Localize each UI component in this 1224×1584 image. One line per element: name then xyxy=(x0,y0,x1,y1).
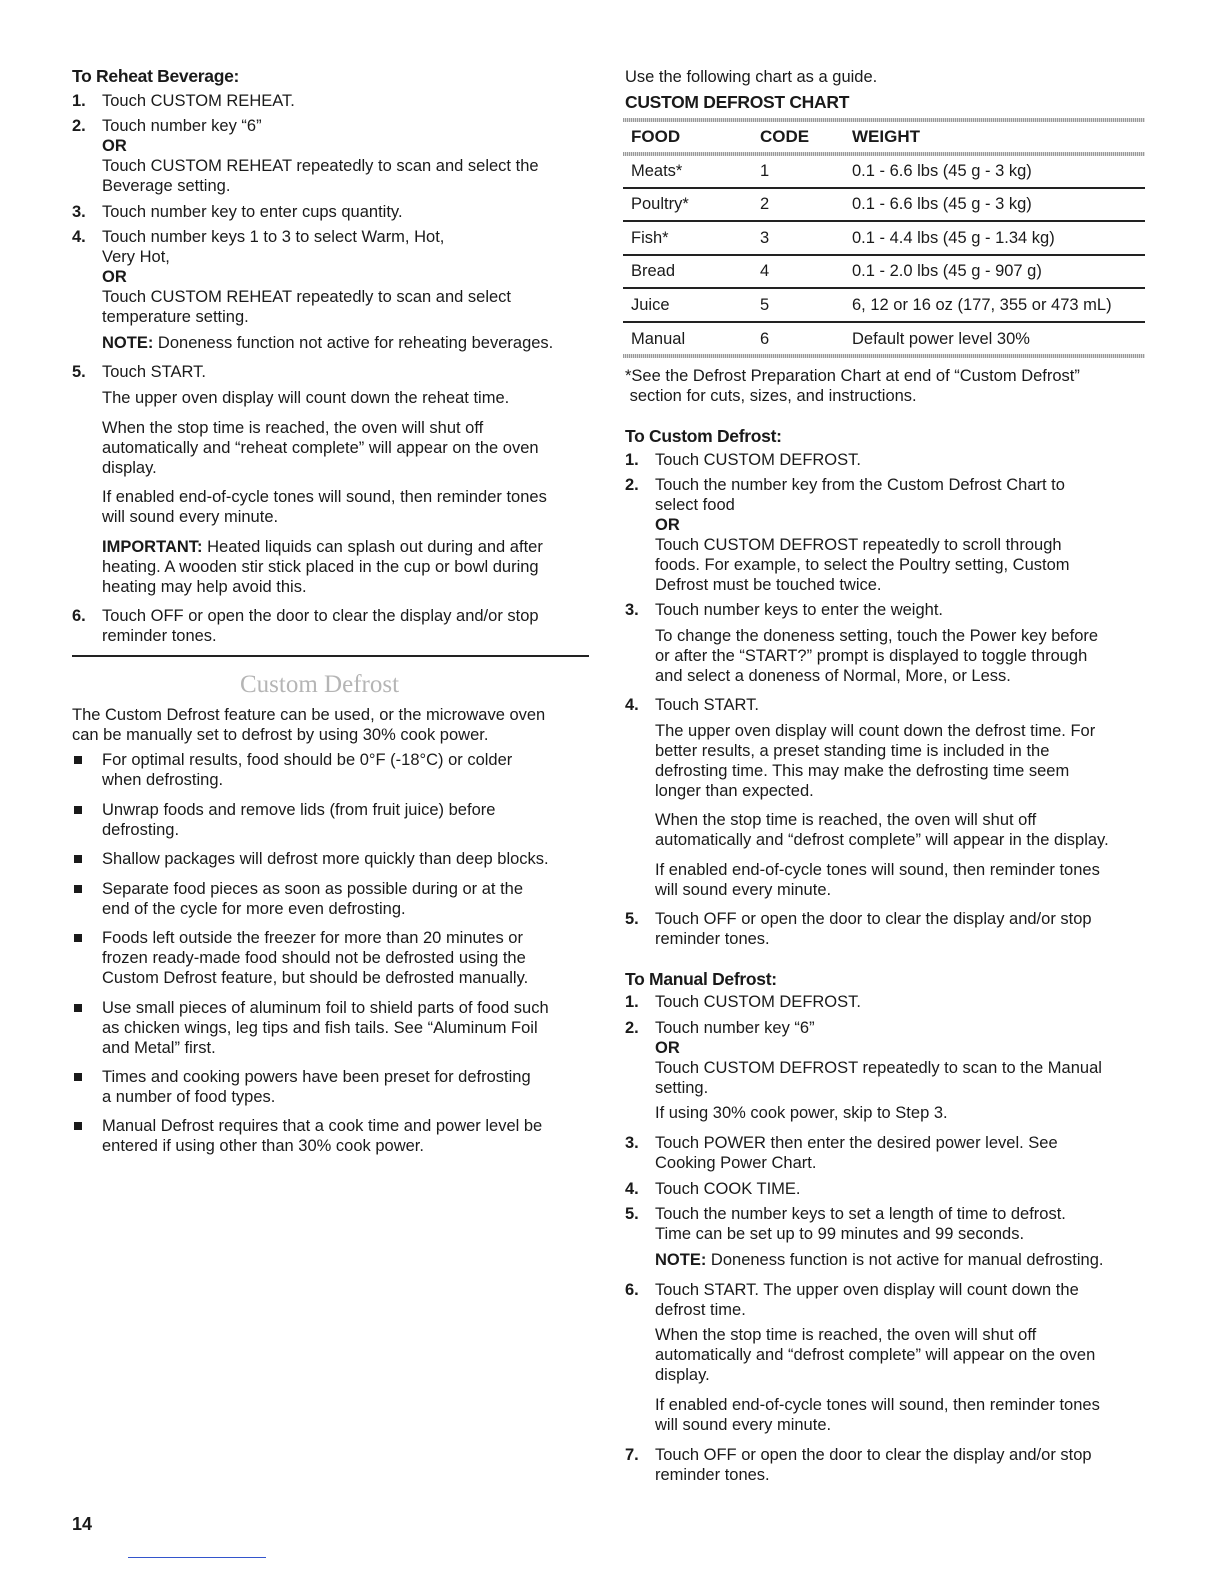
step-number: 4. xyxy=(625,1180,639,1198)
row-divider xyxy=(623,220,1145,222)
paragraph: The upper oven display will count down the reheat time. xyxy=(102,389,510,407)
step-number: 7. xyxy=(625,1446,639,1464)
bullet-icon xyxy=(74,934,82,942)
step-alt-text: Touch CUSTOM REHEAT repeatedly to scan and select the Beverage setting. xyxy=(102,157,539,195)
bullet-text: Unwrap foods and remove lids (from fruit juice) before defrosting. xyxy=(102,801,496,839)
step-text: Touch START. The upper oven display will count down the defrost time. xyxy=(655,1281,1079,1319)
step-number: 1. xyxy=(625,993,639,1011)
reheat-beverage-heading: To Reheat Beverage: xyxy=(72,66,240,86)
table-header-food: FOOD xyxy=(631,127,681,146)
table-top-border xyxy=(623,118,1145,122)
code-cell: 4 xyxy=(760,262,770,280)
bullet-icon xyxy=(74,1073,82,1081)
step-text: Touch the number key from the Custom Defrost Chart to select food xyxy=(655,476,1065,514)
important-note xyxy=(102,537,543,597)
paragraph: When the stop time is reached, the oven will shut off automatically and “reheat complete” will appear on the oven display. xyxy=(102,419,539,477)
important-text: Heated liquids can splash out during and after heating. A wooden stir stick placed in the cup or bowl during heating may help avoid this. xyxy=(102,538,543,596)
note xyxy=(102,333,553,353)
note xyxy=(655,1250,1103,1270)
paragraph: If using 30% cook power, skip to Step 3. xyxy=(655,1104,948,1122)
row-divider xyxy=(623,254,1145,256)
paragraph: The upper oven display will count down the defrost time. For better results, a preset standing time is included in the defrosting time. This may make the defrosting time seem longer than expected. xyxy=(655,722,1096,800)
code-cell: 5 xyxy=(760,296,770,314)
step-text: Touch OFF or open the door to clear the display and/or stop reminder tones. xyxy=(655,1446,1092,1484)
paragraph: To change the doneness setting, touch the Power key before or after the “START?” prompt is displayed to toggle through and select a doneness of Normal, More, or Less. xyxy=(655,627,1099,685)
step-number: 5. xyxy=(625,1205,639,1223)
chart-title: CUSTOM DEFROST CHART xyxy=(625,92,850,112)
note-text: Doneness function is not active for manual defrosting. xyxy=(706,1251,1104,1269)
step-text: Touch number key to enter cups quantity. xyxy=(102,203,403,221)
step-text: Touch CUSTOM REHEAT. xyxy=(102,92,295,110)
step-text: Touch CUSTOM DEFROST. xyxy=(655,451,861,469)
page-number: 14 xyxy=(72,1514,93,1534)
step-text: Touch COOK TIME. xyxy=(655,1180,801,1198)
step-text: Touch CUSTOM DEFROST. xyxy=(655,993,861,1011)
note-text: Doneness function not active for reheating beverages. xyxy=(153,334,554,352)
step-number: 5. xyxy=(72,363,86,381)
step-alt-text: Touch CUSTOM DEFROST repeatedly to scroll through foods. For example, to select the Poultry setting, Custom Defrost must be touched twice. xyxy=(655,536,1070,594)
bullet-text: Use small pieces of aluminum foil to shield parts of food such as chicken wings, leg tips and fish tails. See “Aluminum Foil and Metal” first. xyxy=(102,999,549,1057)
chart-intro: Use the following chart as a guide. xyxy=(625,68,878,86)
step-text: Touch START. xyxy=(655,696,759,714)
step-text: Touch number key “6” xyxy=(102,117,262,135)
footer-link-line xyxy=(128,1557,266,1558)
step-number: 2. xyxy=(72,117,86,135)
bullet-text: Manual Defrost requires that a cook time and power level be entered if using other than 30% cook power. xyxy=(102,1117,543,1155)
weight-cell: Default power level 30% xyxy=(852,330,1030,348)
or-label: OR xyxy=(655,1039,680,1057)
step-text: Touch POWER then enter the desired power level. See Cooking Power Chart. xyxy=(655,1134,1058,1172)
section-title: Custom Defrost xyxy=(240,671,400,698)
food-cell: Juice xyxy=(631,296,670,314)
food-cell: Bread xyxy=(631,262,676,280)
or-label: OR xyxy=(102,137,127,155)
step-text: Touch number key “6” xyxy=(655,1019,815,1037)
bullet-text: Separate food pieces as soon as possible during or at the end of the cycle for more even defrosting. xyxy=(102,880,524,918)
food-cell: Poultry* xyxy=(631,195,689,213)
note-label: NOTE: xyxy=(655,1251,707,1269)
step-number: 1. xyxy=(625,451,639,469)
step-number: 3. xyxy=(625,601,639,619)
manual-defrost-heading: To Manual Defrost: xyxy=(625,969,777,989)
step-number: 3. xyxy=(72,203,86,221)
code-cell: 6 xyxy=(760,330,770,348)
bullet-icon xyxy=(74,1004,82,1012)
step-number: 4. xyxy=(72,228,86,246)
step-text: Touch OFF or open the door to clear the display and/or stop reminder tones. xyxy=(102,607,539,645)
step-number: 1. xyxy=(72,92,86,110)
step-number: 2. xyxy=(625,1019,639,1037)
paragraph: If enabled end-of-cycle tones will sound, then reminder tones will sound every minute. xyxy=(655,861,1100,899)
step-text: Touch START. xyxy=(102,363,206,381)
bullet-icon xyxy=(74,885,82,893)
food-cell: Meats* xyxy=(631,162,683,180)
step-number: 5. xyxy=(625,910,639,928)
table-header-weight: WEIGHT xyxy=(852,127,920,146)
paragraph: When the stop time is reached, the oven will shut off automatically and “defrost complete” will appear in the display. xyxy=(655,811,1109,849)
code-cell: 1 xyxy=(760,162,770,180)
step-text: Touch the number keys to set a length of time to defrost. Time can be set up to 99 minutes and 99 seconds. xyxy=(655,1205,1066,1243)
code-cell: 2 xyxy=(760,195,770,213)
or-label: OR xyxy=(102,268,127,286)
food-cell: Manual xyxy=(631,330,686,348)
step-number: 3. xyxy=(625,1134,639,1152)
weight-cell: 0.1 - 6.6 lbs (45 g - 3 kg) xyxy=(852,162,1032,180)
food-cell: Fish* xyxy=(631,229,669,247)
custom-defrost-heading: To Custom Defrost: xyxy=(625,426,782,446)
step-number: 2. xyxy=(625,476,639,494)
weight-cell: 6, 12 or 16 oz (177, 355 or 473 mL) xyxy=(852,296,1112,314)
important-label: IMPORTANT: xyxy=(102,538,203,556)
paragraph: When the stop time is reached, the oven will shut off automatically and “defrost complete” will appear on the oven display. xyxy=(655,1326,1096,1384)
code-cell: 3 xyxy=(760,229,770,247)
bullet-icon xyxy=(74,855,82,863)
paragraph: If enabled end-of-cycle tones will sound, then reminder tones will sound every minute. xyxy=(655,1396,1100,1434)
step-text: Touch number keys 1 to 3 to select Warm, Hot, Very Hot, xyxy=(102,228,445,266)
table-bottom-border xyxy=(623,354,1145,358)
bullet-text: Times and cooking powers have been preset for defrosting a number of food types. xyxy=(102,1068,531,1106)
step-number: 4. xyxy=(625,696,639,714)
intro-paragraph: The Custom Defrost feature can be used, or the microwave oven can be manually set to defrost by using 30% cook power. xyxy=(72,706,546,744)
step-alt-text: Touch CUSTOM REHEAT repeatedly to scan and select temperature setting. xyxy=(102,288,512,326)
bullet-text: For optimal results, food should be 0°F (-18°C) or colder when defrosting. xyxy=(102,751,513,789)
step-text: Touch OFF or open the door to clear the display and/or stop reminder tones. xyxy=(655,910,1092,948)
table-header-border xyxy=(623,152,1145,156)
table-footnote: *See the Defrost Preparation Chart at end of “Custom Defrost” section for cuts, sizes, and instructions. xyxy=(625,367,1080,405)
step-text: Touch number keys to enter the weight. xyxy=(655,601,943,619)
note-label: NOTE: xyxy=(102,334,154,352)
table-header-code: CODE xyxy=(760,127,810,146)
row-divider xyxy=(623,187,1145,189)
weight-cell: 0.1 - 4.4 lbs (45 g - 1.34 kg) xyxy=(852,229,1055,247)
step-number: 6. xyxy=(625,1281,639,1299)
row-divider xyxy=(623,321,1145,323)
step-number: 6. xyxy=(72,607,86,625)
or-label: OR xyxy=(655,516,680,534)
section-divider xyxy=(72,655,589,657)
step-alt-text: Touch CUSTOM DEFROST repeatedly to scan to the Manual setting. xyxy=(655,1059,1102,1097)
paragraph: If enabled end-of-cycle tones will sound, then reminder tones will sound every minute. xyxy=(102,488,547,526)
bullet-icon xyxy=(74,756,82,764)
weight-cell: 0.1 - 6.6 lbs (45 g - 3 kg) xyxy=(852,195,1032,213)
bullet-text: Foods left outside the freezer for more than 20 minutes or frozen ready-made food should not be defrosted using the Custom Defrost feature, but should be defrosted manually. xyxy=(102,929,529,987)
weight-cell: 0.1 - 2.0 lbs (45 g - 907 g) xyxy=(852,262,1042,280)
row-divider xyxy=(623,287,1145,289)
bullet-icon xyxy=(74,1122,82,1130)
bullet-text: Shallow packages will defrost more quickly than deep blocks. xyxy=(102,850,549,868)
bullet-icon xyxy=(74,806,82,814)
